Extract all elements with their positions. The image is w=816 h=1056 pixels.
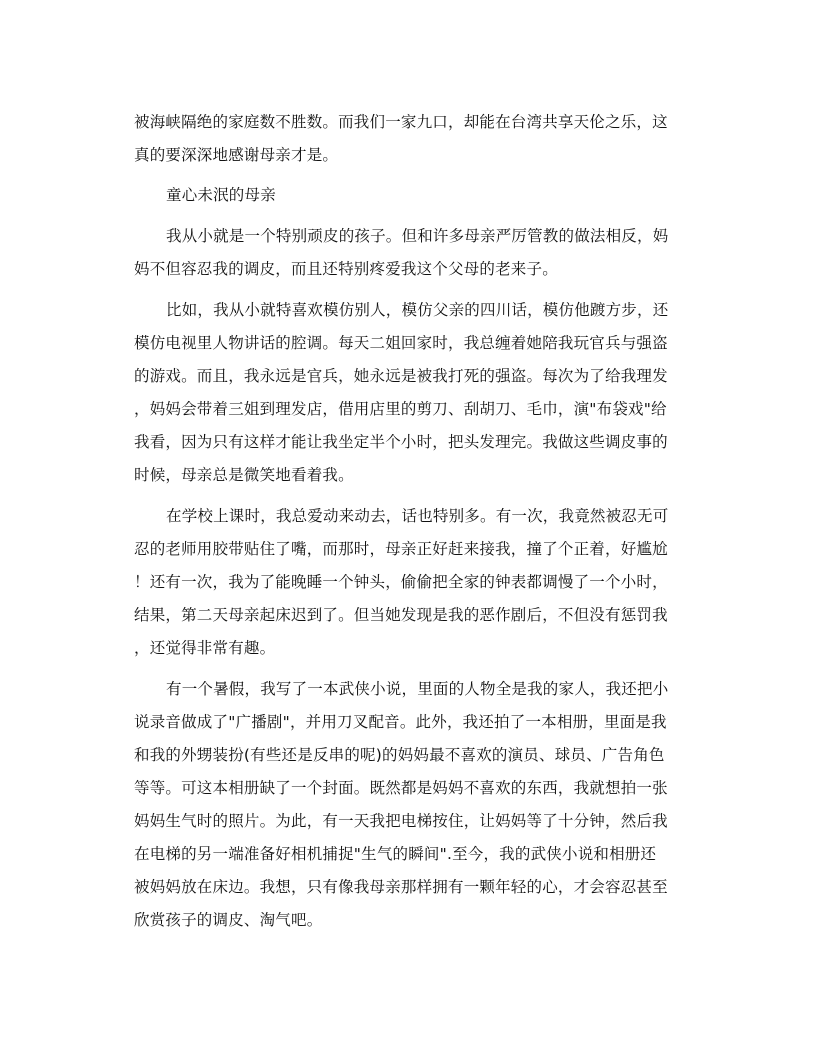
text-line: 忍的老师用胶带贴住了嘴，而那时，母亲正好赶来接我，撞了个正着，好尴尬 <box>134 540 668 558</box>
text-line: 真的要深深地感谢母亲才是。 <box>134 146 339 164</box>
text-line: 在学校上课时，我总爱动来动去，话也特别多。有一次，我竟然被忍无可 <box>166 507 669 525</box>
text-line: 被妈妈放在床边。我想，只有像我母亲那样拥有一颗年轻的心，才会容忍甚至 <box>134 878 668 896</box>
text-line: 在电梯的另一端准备好相机捕捉"生气的瞬间".至今，我的武侠小说和相册还 <box>134 845 657 863</box>
text-line: ，还觉得非常有趣。 <box>134 639 276 657</box>
text-line: 和我的外甥装扮(有些还是反串的呢)的妈妈最不喜欢的演员、球员、广告角色 <box>134 746 665 764</box>
text-line: 妈不但容忍我的调皮，而且还特别疼爱我这个父母的老来子。 <box>134 260 558 278</box>
text-line: 妈妈生气时的照片。为此，有一天我把电梯按住，让妈妈等了十分钟，然后我 <box>134 812 668 830</box>
text-line: 等等。可这本相册缺了一个封面。既然都是妈妈不喜欢的东西，我就想拍一张 <box>134 779 668 797</box>
text-line: ！还有一次，我为了能晚睡一个钟头，偷偷把全家的钟表都调慢了一个小时， <box>134 573 668 591</box>
text-line: 的游戏。而且，我永远是官兵，她永远是被我打死的强盗。每次为了给我理发 <box>134 367 668 385</box>
section-heading: 童心未泯的母亲 <box>166 186 276 204</box>
text-line: 模仿电视里人物讲话的腔调。每天二姐回家时，我总缠着她陪我玩官兵与强盗 <box>134 334 668 352</box>
text-line: 时候，母亲总是微笑地看着我。 <box>134 466 354 484</box>
text-line: 我从小就是一个特别顽皮的孩子。但和许多母亲严厉管教的做法相反，妈 <box>166 227 669 245</box>
text-line: 说录音做成了"广播剧"，并用刀叉配音。此外，我还拍了一本相册，里面是我 <box>134 713 667 731</box>
text-line: 被海峡隔绝的家庭数不胜数。而我们一家九口，却能在台湾共享天伦之乐，这 <box>134 113 668 131</box>
text-line: 我看，因为只有这样才能让我坐定半个小时，把头发理完。我做这些调皮事的 <box>134 433 668 451</box>
text-line: 有一个暑假，我写了一本武侠小说，里面的人物全是我的家人，我还把小 <box>166 680 669 698</box>
text-line: 比如，我从小就特喜欢模仿别人，模仿父亲的四川话，模仿他踱方步，还 <box>166 301 669 319</box>
text-line: 结果，第二天母亲起床迟到了。但当她发现是我的恶作剧后，不但没有惩罚我 <box>134 606 668 624</box>
text-line: ，妈妈会带着三姐到理发店，借用店里的剪刀、刮胡刀、毛巾，演"布袋戏"给 <box>134 400 667 418</box>
text-line: 欣赏孩子的调皮、淘气吧。 <box>134 911 323 929</box>
